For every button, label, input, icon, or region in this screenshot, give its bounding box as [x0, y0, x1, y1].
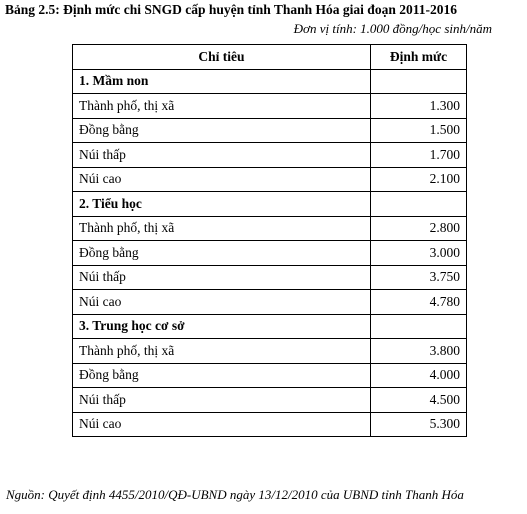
table-row [73, 339, 467, 364]
row-value: 3.750 [371, 265, 467, 290]
row-name: Núi thấp [73, 143, 371, 168]
table-row [73, 265, 467, 290]
row-value: 4.000 [371, 363, 467, 388]
group-label: 2. Tiểu học [73, 192, 371, 217]
table-row [73, 167, 467, 192]
row-name: Núi thấp [73, 388, 371, 413]
column-header-indicator: Chỉ tiêu [73, 45, 371, 70]
empty-cell [371, 69, 467, 94]
group-row [73, 69, 467, 94]
row-name: Núi cao [73, 412, 371, 437]
row-name: Núi cao [73, 290, 371, 315]
row-name: Núi cao [73, 167, 371, 192]
group-row [73, 314, 467, 339]
table-row [73, 216, 467, 241]
row-value: 4.500 [371, 388, 467, 413]
table-row [73, 290, 467, 315]
row-value: 2.800 [371, 216, 467, 241]
table-title: Bảng 2.5: Định mức chi SNGD cấp huyện tỉnh Thanh Hóa giai đoạn 2011-2016 [5, 2, 457, 17]
row-name: Thành phố, thị xã [73, 339, 371, 364]
norms-table [72, 44, 467, 437]
header-row [73, 45, 467, 70]
row-name: Thành phố, thị xã [73, 94, 371, 119]
row-value: 1.300 [371, 94, 467, 119]
table-row [73, 94, 467, 119]
row-value: 3.800 [371, 339, 467, 364]
row-name: Núi thấp [73, 265, 371, 290]
table-row [73, 241, 467, 266]
table-row [73, 388, 467, 413]
column-header-norm: Định mức [371, 45, 467, 70]
table-row [73, 363, 467, 388]
row-name: Đồng bằng [73, 118, 371, 143]
empty-cell [371, 314, 467, 339]
group-row [73, 192, 467, 217]
row-value: 5.300 [371, 412, 467, 437]
row-name: Thành phố, thị xã [73, 216, 371, 241]
table-row [73, 118, 467, 143]
row-name: Đồng bằng [73, 241, 371, 266]
empty-cell [371, 192, 467, 217]
row-name: Đồng bằng [73, 363, 371, 388]
group-label: 3. Trung học cơ sở [73, 314, 371, 339]
row-value: 4.780 [371, 290, 467, 315]
table-row [73, 143, 467, 168]
row-value: 2.100 [371, 167, 467, 192]
unit-note: Đơn vị tính: 1.000 đồng/học sinh/năm [293, 21, 492, 36]
row-value: 1.500 [371, 118, 467, 143]
row-value: 3.000 [371, 241, 467, 266]
group-label: 1. Mầm non [73, 69, 371, 94]
source-note: Nguồn: Quyết định 4455/2010/QĐ-UBND ngày 13/12/2010 của UBND tỉnh Thanh Hóa [6, 487, 464, 502]
row-value: 1.700 [371, 143, 467, 168]
table-row [73, 412, 467, 437]
